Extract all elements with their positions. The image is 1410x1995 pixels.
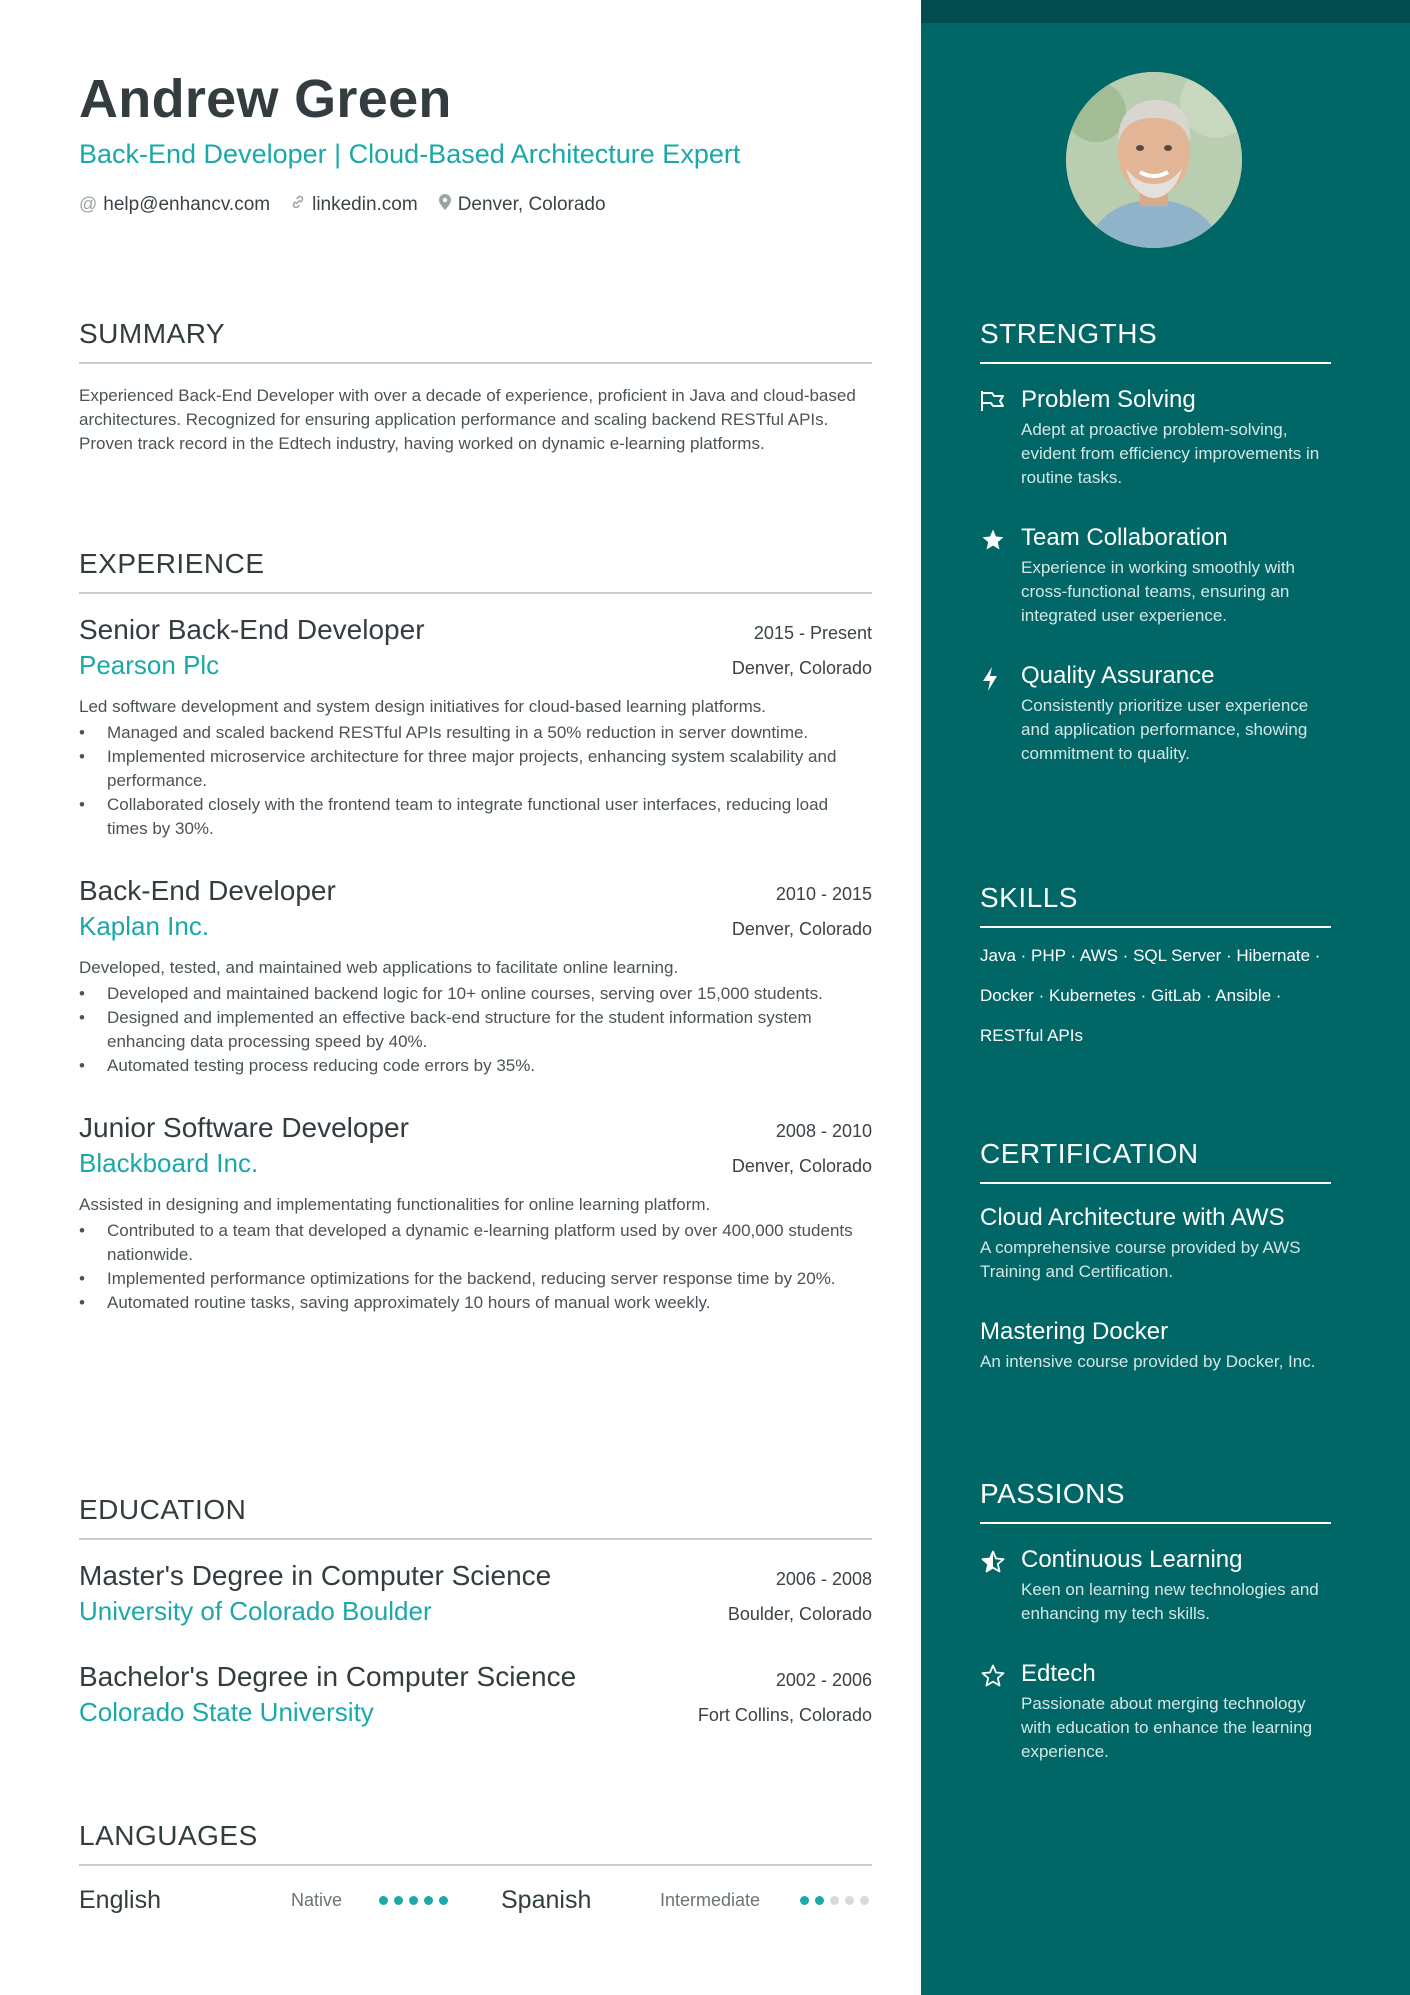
profile-photo — [1066, 72, 1242, 248]
job-company: Kaplan Inc. — [79, 911, 210, 941]
candidate-headline: Back-End Developer | Cloud-Based Architecture Expert — [79, 139, 741, 169]
strength-item — [980, 386, 1331, 490]
job-bullet: • Designed and implemented an effective back-end structure for the student information system enhancing data processing speed by 40%. — [79, 1006, 872, 1054]
rating-dot-filled — [409, 1896, 418, 1905]
job-bullet: • Automated routine tasks, saving approximately 10 hours of manual work weekly. — [79, 1291, 872, 1315]
flag-icon — [980, 386, 1021, 490]
skill-tag: Ansible — [1215, 986, 1272, 1005]
skill-separator: · — [1065, 946, 1080, 965]
skill-separator: · — [1117, 946, 1134, 965]
skill-separator: · — [1221, 946, 1237, 965]
language-rating — [800, 1896, 869, 1905]
languages-section — [79, 1820, 872, 1915]
education-title: EDUCATION — [79, 1494, 872, 1540]
rating-dot-filled — [800, 1896, 809, 1905]
strength-title: Team Collaboration — [1021, 524, 1228, 551]
job-bullets — [79, 721, 872, 841]
passion-desc: Passionate about merging technology with education to enhance the learning experience. — [1021, 1694, 1313, 1761]
at-icon: @ — [79, 194, 98, 214]
cert-desc: A comprehensive course provided by AWS Training and Certification. — [980, 1238, 1301, 1281]
job-bullet: • Implemented performance optimizations for the backend, reducing server response time by 20%. — [79, 1267, 872, 1291]
skill-separator: · — [1033, 986, 1049, 1005]
language-level: Intermediate — [660, 1890, 761, 1910]
summary-section — [79, 318, 872, 456]
cert-desc: An intensive course provided by Docker, Inc. — [980, 1352, 1316, 1371]
skills-title: SKILLS — [980, 882, 1331, 928]
location-text: Denver, Colorado — [457, 193, 606, 215]
job-bullet: • Collaborated closely with the frontend team to integrate functional user interfaces, reducing load times by 30%. — [79, 793, 872, 841]
skill-separator: · — [1201, 986, 1216, 1005]
linkedin-text: linkedin.com — [312, 193, 418, 215]
summary-text: Experienced Back-End Developer with over a decade of experience, proficient in Java and cloud-based architectures. Recognized for ensuring application performance and scaling backend RESTful APIs. Proven track record in the Edtech industry, having worked on dynamic e-learning platforms. — [79, 386, 856, 453]
strength-title: Problem Solving — [1021, 386, 1196, 413]
job-description: Developed, tested, and maintained web applications to facilitate online learning. — [79, 958, 679, 977]
summary-title: SUMMARY — [79, 318, 872, 364]
job-dates: 2015 - Present — [753, 623, 872, 643]
skill-tag: AWS — [1079, 946, 1118, 965]
certification-item — [980, 1318, 1331, 1374]
skill-tag: RESTful APIs — [980, 1026, 1083, 1045]
strengths-title: STRENGTHS — [980, 318, 1331, 364]
experience-entry — [79, 875, 872, 1078]
skills-section — [980, 882, 1331, 1056]
star-outline-icon — [980, 1660, 1021, 1764]
job-bullets — [79, 982, 872, 1078]
school-location: Boulder, Colorado — [727, 1604, 872, 1624]
strength-desc: Consistently prioritize user experience and application performance, showing commitment to quality. — [1021, 696, 1309, 763]
job-bullets — [79, 1219, 872, 1315]
star-icon — [980, 524, 1021, 628]
job-bullet: • Implemented microservice architecture for three major projects, enhancing system scalability and performance. — [79, 745, 872, 793]
degree-dates: 2006 - 2008 — [775, 1569, 872, 1589]
skill-separator: · — [1271, 986, 1282, 1005]
strengths-section — [980, 318, 1331, 766]
location-pin-icon — [438, 193, 452, 216]
experience-entry — [79, 1112, 872, 1315]
rating-dot-filled — [394, 1896, 403, 1905]
link-icon — [290, 194, 306, 215]
skill-tag: Java — [980, 946, 1016, 965]
skill-tag: SQL Server — [1133, 946, 1222, 965]
job-location: Denver, Colorado — [731, 919, 872, 939]
degree-dates: 2002 - 2006 — [775, 1670, 872, 1690]
education-entry — [79, 1560, 872, 1627]
skill-tag: Kubernetes — [1048, 986, 1136, 1005]
sidebar — [921, 0, 1410, 1995]
skill-separator: · — [1310, 946, 1321, 965]
skill-tag: GitLab — [1151, 986, 1202, 1005]
strength-desc: Adept at proactive problem-solving, evident from efficiency improvements in routine tasks. — [1021, 420, 1320, 487]
passion-desc: Keen on learning new technologies and enhancing my tech skills. — [1021, 1580, 1319, 1623]
strength-item — [980, 524, 1331, 628]
languages-row — [79, 1886, 872, 1915]
rating-dot-filled — [379, 1896, 388, 1905]
language-rating — [379, 1896, 501, 1905]
half-star-icon — [980, 1546, 1021, 1626]
job-location: Denver, Colorado — [731, 658, 872, 678]
skill-tag: PHP — [1031, 946, 1066, 965]
degree-title: Master's Degree in Computer Science — [79, 1560, 552, 1591]
rating-dot-filled — [424, 1896, 433, 1905]
job-company: Pearson Plc — [79, 650, 220, 680]
education-entry — [79, 1661, 872, 1728]
school-name: Colorado State University — [79, 1697, 374, 1727]
school-location: Fort Collins, Colorado — [697, 1705, 872, 1725]
job-description: Led software development and system design initiatives for cloud-based learning platforms. — [79, 697, 766, 716]
job-description: Assisted in designing and implementating functionalities for online learning platform. — [79, 1195, 711, 1214]
job-dates: 2010 - 2015 — [775, 884, 872, 904]
language-name: Spanish — [501, 1886, 592, 1914]
job-company: Blackboard Inc. — [79, 1148, 259, 1178]
passions-section — [980, 1478, 1331, 1764]
rating-dot-empty — [845, 1896, 854, 1905]
skill-separator: · — [1135, 986, 1152, 1005]
skill-tag: Hibernate — [1236, 946, 1311, 965]
degree-title: Bachelor's Degree in Computer Science — [79, 1661, 577, 1692]
email-text: help@enhancv.com — [103, 193, 271, 215]
bolt-icon — [980, 662, 1021, 766]
certification-section — [980, 1138, 1331, 1374]
job-bullet: • Contributed to a team that developed a dynamic e-learning platform used by over 400,000 students nationwide. — [79, 1219, 872, 1267]
job-title: Back-End Developer — [79, 875, 336, 906]
languages-title: LANGUAGES — [79, 1820, 872, 1866]
job-dates: 2008 - 2010 — [775, 1121, 872, 1141]
strength-item — [980, 662, 1331, 766]
passion-item — [980, 1546, 1331, 1626]
rating-dot-filled — [439, 1896, 448, 1905]
passions-title: PASSIONS — [980, 1478, 1331, 1524]
experience-entry — [79, 614, 872, 841]
job-location: Denver, Colorado — [731, 1156, 872, 1176]
job-title: Senior Back-End Developer — [79, 614, 425, 645]
job-bullet: • Managed and scaled backend RESTful APIs resulting in a 50% reduction in server downtime. — [79, 721, 872, 745]
language-level: Native — [291, 1890, 343, 1910]
contact-linkedin[interactable] — [290, 194, 418, 216]
contact-email[interactable] — [79, 194, 270, 216]
job-title: Junior Software Developer — [79, 1112, 409, 1143]
experience-title: EXPERIENCE — [79, 548, 872, 594]
certification-item — [980, 1204, 1331, 1284]
certification-title: CERTIFICATION — [980, 1138, 1331, 1184]
rating-dot-empty — [860, 1896, 869, 1905]
passion-title: Continuous Learning — [1021, 1546, 1243, 1573]
sidebar-top-band — [921, 0, 1410, 23]
skills-list — [980, 936, 1331, 1056]
education-section — [79, 1494, 872, 1728]
job-bullet: • Developed and maintained backend logic for 10+ online courses, serving over 15,000 students. — [79, 982, 872, 1006]
contact-bar — [79, 193, 626, 216]
cert-title: Cloud Architecture with AWS — [980, 1204, 1285, 1231]
language-name: English — [79, 1886, 161, 1914]
rating-dot-filled — [815, 1896, 824, 1905]
strength-title: Quality Assurance — [1021, 662, 1215, 689]
strength-desc: Experience in working smoothly with cross-functional teams, ensuring an integrated user experience. — [1021, 558, 1296, 625]
rating-dot-empty — [830, 1896, 839, 1905]
contact-location — [438, 193, 606, 216]
passion-item — [980, 1660, 1331, 1764]
experience-section — [79, 548, 872, 1315]
school-name: University of Colorado Boulder — [79, 1596, 432, 1626]
skill-separator: · — [1015, 946, 1032, 965]
cert-title: Mastering Docker — [980, 1318, 1169, 1345]
passion-title: Edtech — [1021, 1660, 1096, 1687]
skill-tag: Docker — [980, 986, 1034, 1005]
candidate-name: Andrew Green — [79, 69, 452, 129]
job-bullet: • Automated testing process reducing code errors by 35%. — [79, 1054, 872, 1078]
